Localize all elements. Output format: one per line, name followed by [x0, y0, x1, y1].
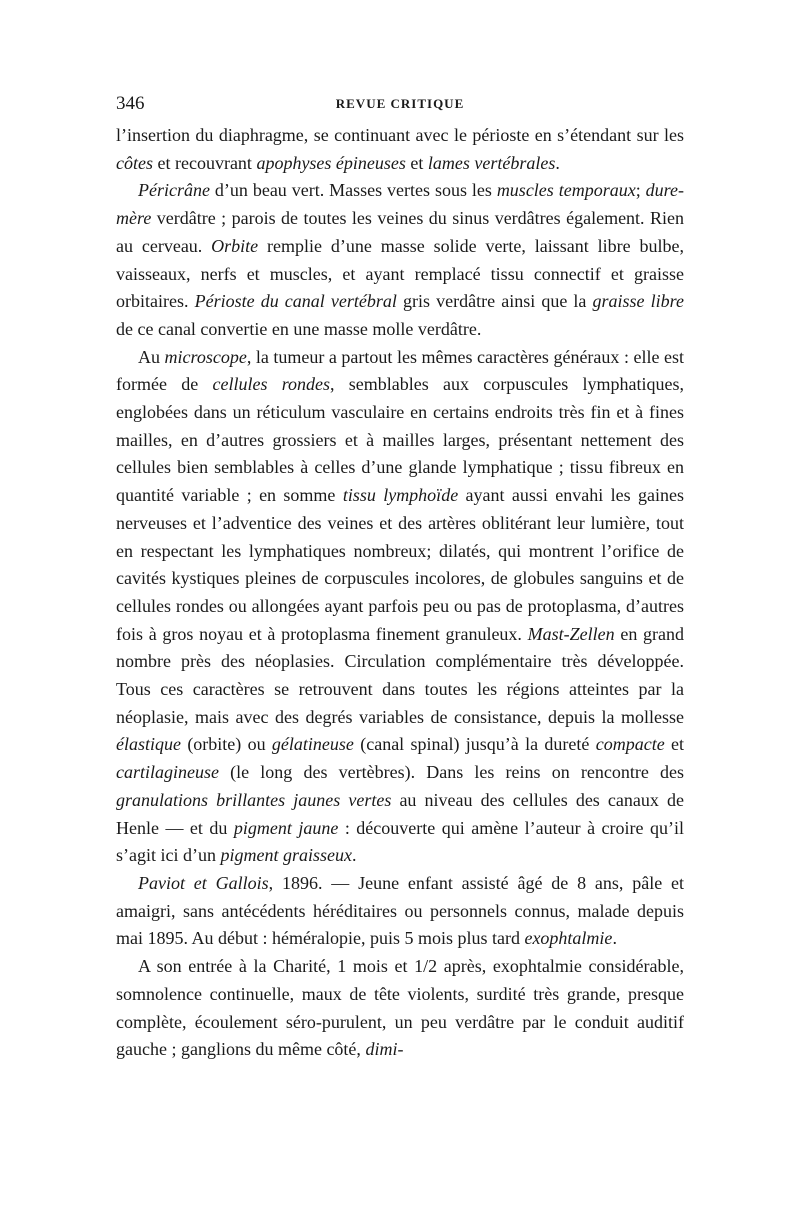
- page-header: [116, 93, 684, 121]
- text-run: , la tumeur a partout les mêmes caractères généraux : elle est formée de: [116, 346, 684, 395]
- text-run: ;: [635, 180, 646, 201]
- italic-text: cartilagineuse: [116, 762, 219, 783]
- text-run: A son entrée à la Charité, 1 mois et 1/2 après, exophtalmie considérable, somnolence continuelle, maux de tête violents, surdité très grande, presque complète, écoulement séro-purulent, un peu verdâtre par le conduit auditif gauche ; ganglions du même côté,: [116, 956, 684, 1060]
- italic-text: microscope: [164, 346, 247, 367]
- italic-text: gélatineuse: [271, 734, 354, 755]
- italic-text: élastique: [116, 734, 181, 755]
- text-run: l’insertion du diaphragme, se continuant avec le périoste en s’étendant sur les: [116, 125, 684, 145]
- text-run: (orbite) ou: [181, 734, 272, 755]
- italic-text: lames vertébrales: [427, 152, 556, 173]
- italic-text: granulations brillantes jaunes vertes: [116, 789, 392, 810]
- italic-text: pigment graisseux: [220, 845, 352, 866]
- text-run: et recouvrant: [152, 152, 257, 173]
- text-run: au niveau des cellules des canaux de Henle — et du: [116, 789, 684, 838]
- text-run: gris verdâtre ainsi que la: [396, 291, 593, 312]
- italic-text: Orbite: [211, 235, 259, 256]
- italic-text: Péricrâne: [138, 180, 210, 201]
- text-run: , 1896. — Jeune enfant assisté âgé de 8 ans, pâle et amaigri, sans antécédents héréditaires ou personnels connus, malade depuis mai 1895. Au début : héméralopie, puis 5 mois plus tard: [116, 872, 684, 949]
- text-run: Au: [138, 346, 165, 367]
- text-run: de ce canal convertie en une masse molle verdâtre.: [116, 318, 482, 339]
- text-run: (canal spinal) jusqu’à la dureté: [353, 734, 596, 755]
- italic-text: côtes: [116, 152, 153, 173]
- italic-text: Mast-Zellen: [527, 623, 615, 644]
- italic-text: cellules rondes: [212, 374, 331, 395]
- body-text: [116, 122, 684, 1064]
- italic-text: pigment jaune: [233, 817, 339, 838]
- paragraph-p4: [116, 870, 684, 953]
- paragraph-p3: [116, 344, 684, 870]
- text-run: et: [405, 152, 428, 173]
- italic-text: graisse libre: [592, 291, 684, 312]
- italic-text: compacte: [595, 734, 665, 755]
- text-run: .: [612, 928, 617, 949]
- paragraph-p2: [116, 177, 684, 343]
- italic-text: exophtalmie: [524, 928, 613, 949]
- text-run: verdâtre ; parois de toutes les veines du sinus verdâtres également. Rien au cerveau.: [116, 208, 684, 256]
- italic-text: dimi-: [365, 1039, 404, 1060]
- text-run: .: [351, 845, 357, 866]
- running-title: REVUE CRITIQUE: [335, 96, 465, 111]
- text-run: et: [664, 734, 684, 755]
- italic-text: muscles temporaux: [496, 180, 636, 201]
- text-run: .: [555, 152, 560, 173]
- page-number: 346: [116, 93, 145, 114]
- italic-text: Périoste du canal vertébral: [194, 291, 397, 312]
- text-run: ayant aussi envahi les gaines nerveuses et l’adventice des veines et des artères oblitérant leur lumière, tout en respectant les lymphatiques nombreux; dilatés, qui montrent l’orifice de cavités kystiques pleines de corpuscules incolores, de globules sanguins et de cellules rondes ou allongées ayant parfois peu ou pas de protoplasma, d’autres fois à gros noyau et à protoplasma finement granuleux.: [116, 485, 684, 644]
- paragraph-p1: [116, 122, 684, 177]
- text-run: remplie d’une masse solide verte, laissant libre bulbe, vaisseaux, nerfs et muscles, et ayant remplacé tissu connectif et graisse orbitaires.: [116, 235, 684, 312]
- italic-text: apophyses épineuses: [256, 152, 406, 173]
- book-page: [116, 93, 684, 1064]
- italic-text: tissu lymphoïde: [342, 485, 459, 506]
- text-run: , semblables aux corpuscules lymphatiques, englobées dans un réticulum vasculaire en certains endroits très fin et à fines mailles, en d’autres grossiers et à mailles larges, présentant nettement des cellules bien semblables à celles d’une glande lymphatique ; tissu fibreux en quantité variable ; en somme: [116, 374, 684, 506]
- text-run: en grand nombre près des néoplasies. Circulation complémentaire très développée. Tous ces caractères se retrouvent dans toutes les régions atteintes par la néoplasie, mais avec des degrés variables de consistance, depuis la mollesse: [116, 623, 684, 727]
- text-run: d’un beau vert. Masses vertes sous les: [209, 180, 497, 201]
- italic-text: Paviot et Gallois: [138, 872, 269, 893]
- paragraph-p5: [116, 953, 684, 1064]
- italic-text: dure-mère: [116, 180, 684, 229]
- text-run: (le long des vertèbres). Dans les reins on rencontre des: [218, 762, 684, 783]
- text-run: : découverte qui amène l’auteur à croire qu’il s’agit ici d’un: [116, 817, 684, 866]
